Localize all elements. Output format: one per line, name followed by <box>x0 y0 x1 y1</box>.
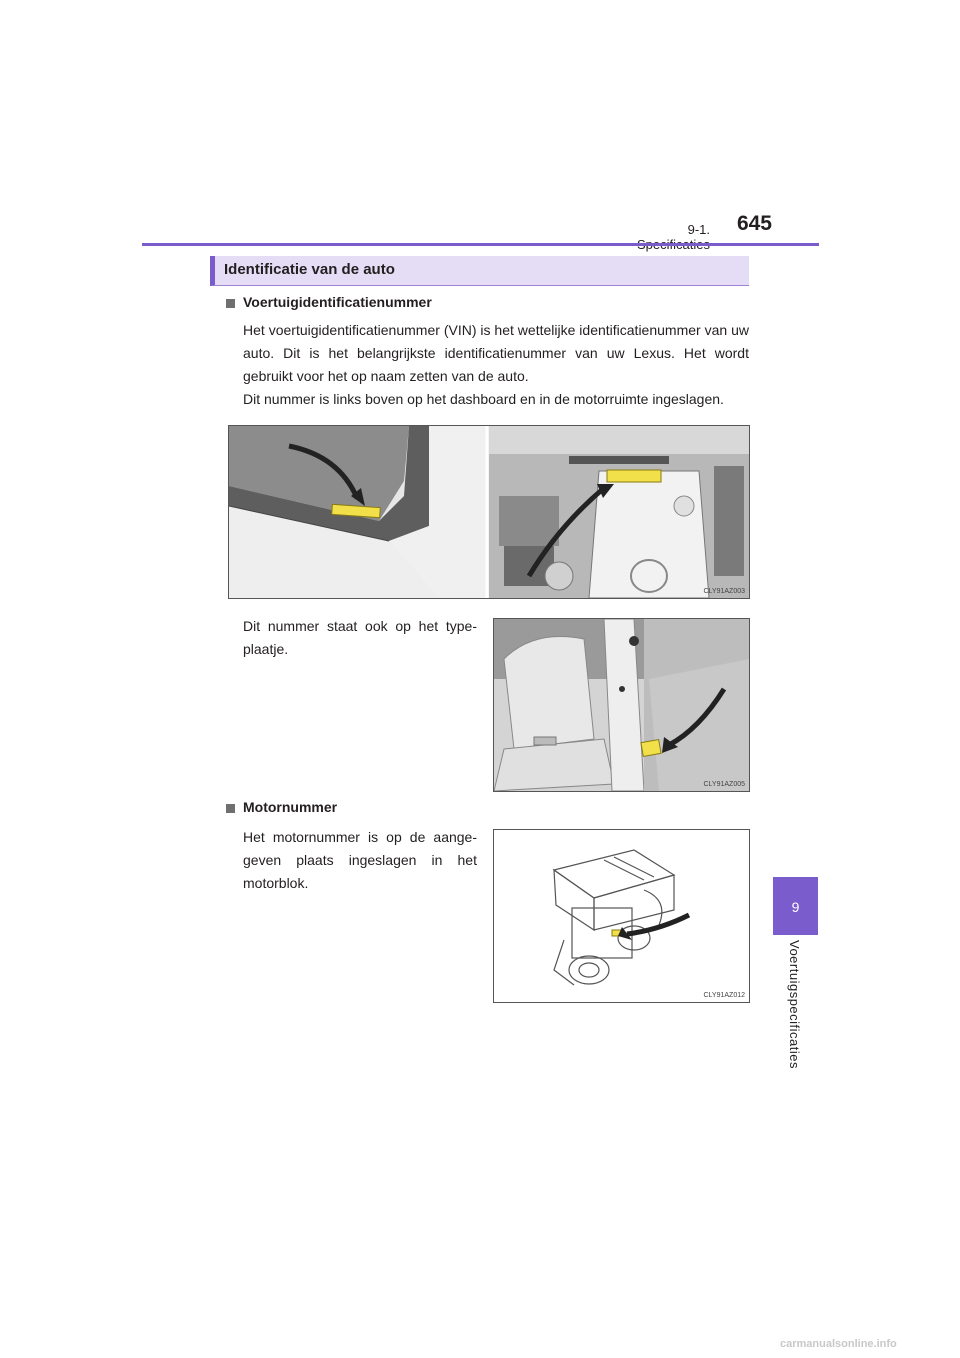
section-title: Identificatie van de auto <box>224 261 395 278</box>
engine-number-heading: Motornummer <box>243 799 338 815</box>
header-divider <box>142 243 819 246</box>
square-bullet-icon <box>226 299 235 308</box>
vin-paragraph-3: Dit nummer staat ook op het type-plaatje. <box>243 618 477 657</box>
chapter-label: Voertuigspecificaties <box>787 940 802 1070</box>
image-code-3: CLY91AZ012 <box>703 992 745 999</box>
image-code-2: CLY91AZ005 <box>703 781 745 788</box>
page-number: 645 <box>736 212 772 235</box>
vin-paragraph-2: Dit nummer is links boven op het dashboard en in de motorruimte ingeslagen. <box>243 391 724 407</box>
engine-block-image <box>493 829 750 1003</box>
engine-paragraph: Het motornummer is op de aange-geven plaats ingeslagen in het motorblok. <box>243 829 477 891</box>
type-plate-image <box>493 618 750 792</box>
chapter-number: 9 <box>791 899 800 915</box>
image-code-1: CLY91AZ003 <box>703 588 745 595</box>
watermark: carmanualsonline.info <box>780 1338 897 1350</box>
square-bullet-icon <box>226 804 235 813</box>
header-section-title: 9-1. <box>687 222 710 237</box>
vin-heading: Voertuigidentificatienummer <box>243 294 432 310</box>
vin-location-image <box>228 425 750 599</box>
vin-paragraph-1: Het voertuigidentificatienummer (VIN) is het wettelijke identificatienummer van uw auto. Dit is het belangrijkste identificatienummer van uw Lexus. Het wordt gebruikt voor het op naam zetten van de auto. <box>243 322 749 384</box>
